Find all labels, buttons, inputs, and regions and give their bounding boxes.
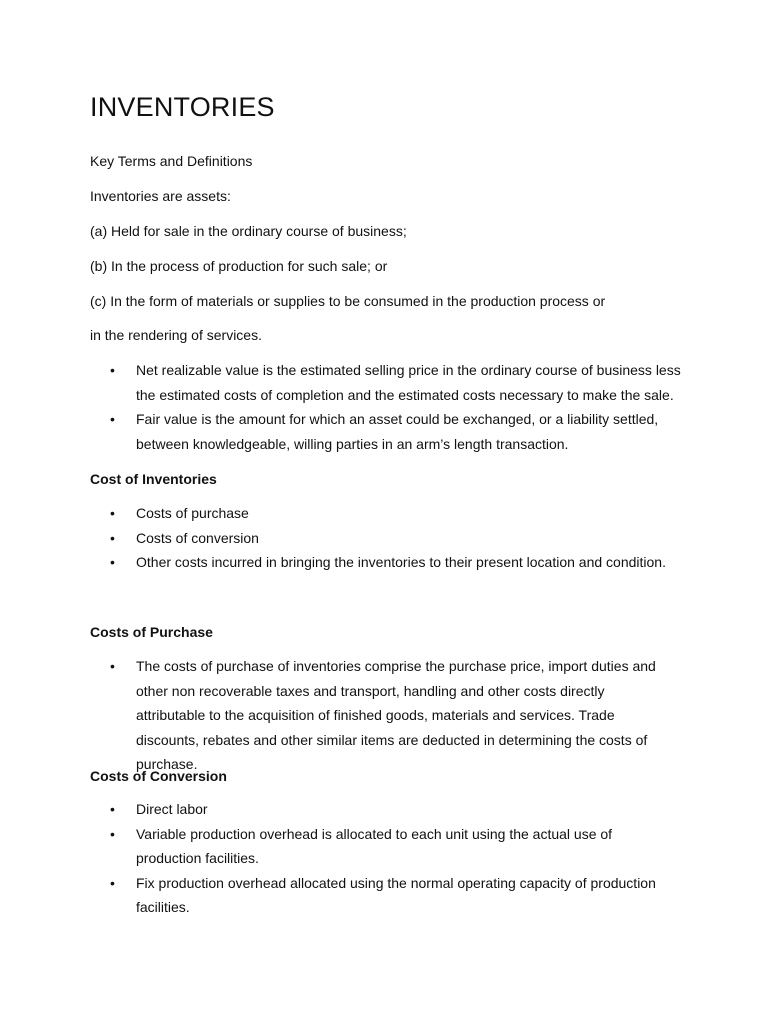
bullet-icon: • — [110, 825, 115, 842]
bullet-icon: • — [110, 874, 115, 891]
list-item-text: Variable production overhead is allocated to each unit using the actual use of production facilities. — [136, 825, 613, 866]
list-item — [0, 501, 696, 526]
list-item — [0, 654, 676, 777]
definitions-list — [0, 358, 696, 456]
bullet-icon: • — [110, 362, 115, 378]
section-heading-cost-of-inventories: Cost of Inventories — [90, 471, 217, 487]
bullet-icon: • — [110, 554, 115, 570]
item-a: (a) Held for sale in the ordinary course of business; — [90, 223, 407, 239]
bullet-icon: • — [110, 505, 115, 521]
list-item — [0, 797, 696, 822]
list-item — [0, 407, 696, 456]
list-item-text: Costs of purchase — [136, 505, 249, 521]
bullet-icon: • — [110, 529, 115, 546]
definition-fair-value: Fair value is the amount for which an asset could be exchanged, or a liability settled, between knowledgeable, willing parties in an arm’s length transaction. — [136, 411, 659, 452]
definition-net-realizable-value: Net realizable value is the estimated selling price in the ordinary course of business less the estimated costs of completion and the estimated costs necessary to make the sale. — [136, 362, 681, 403]
intro-text: Inventories are assets: — [90, 188, 231, 204]
document-subtitle: Key Terms and Definitions — [90, 153, 253, 169]
list-item — [0, 550, 716, 575]
list-item-text: Costs of conversion — [136, 529, 259, 546]
list-item-text: Direct labor — [136, 801, 208, 817]
list-item-text: Fix production overhead allocated using the normal operating capacity of production facilities. — [136, 874, 656, 915]
bullet-icon: • — [110, 801, 115, 817]
list-item — [0, 526, 696, 551]
section-heading-costs-of-purchase: Costs of Purchase — [90, 624, 213, 640]
item-c: (c) In the form of materials or supplies to be consumed in the production process or — [90, 293, 606, 309]
bullet-icon: • — [110, 411, 115, 427]
list-item — [0, 358, 696, 407]
costs-of-purchase-list — [0, 654, 676, 777]
list-item — [0, 871, 656, 920]
bullet-icon: • — [110, 658, 115, 674]
list-item — [0, 822, 681, 871]
costs-of-conversion-list — [0, 797, 696, 920]
document-title: INVENTORIES — [90, 92, 275, 122]
item-b: (b) In the process of production for such sale; or — [90, 258, 388, 274]
list-item-text: The costs of purchase of inventories comprise the purchase price, import duties and other non recoverable taxes and transport, handling and other costs directly attributable to the acquisition of finished goods, materials and services. Trade discounts, rebates and other similar items are deducted in determining the costs of purchase. — [136, 658, 656, 772]
item-c-continued: in the rendering of services. — [90, 327, 262, 343]
cost-of-inventories-list — [0, 501, 716, 575]
list-item-text: Other costs incurred in bringing the inventories to their present location and condition. — [136, 554, 666, 570]
section-heading-costs-of-conversion: Costs of Conversion — [90, 768, 227, 784]
